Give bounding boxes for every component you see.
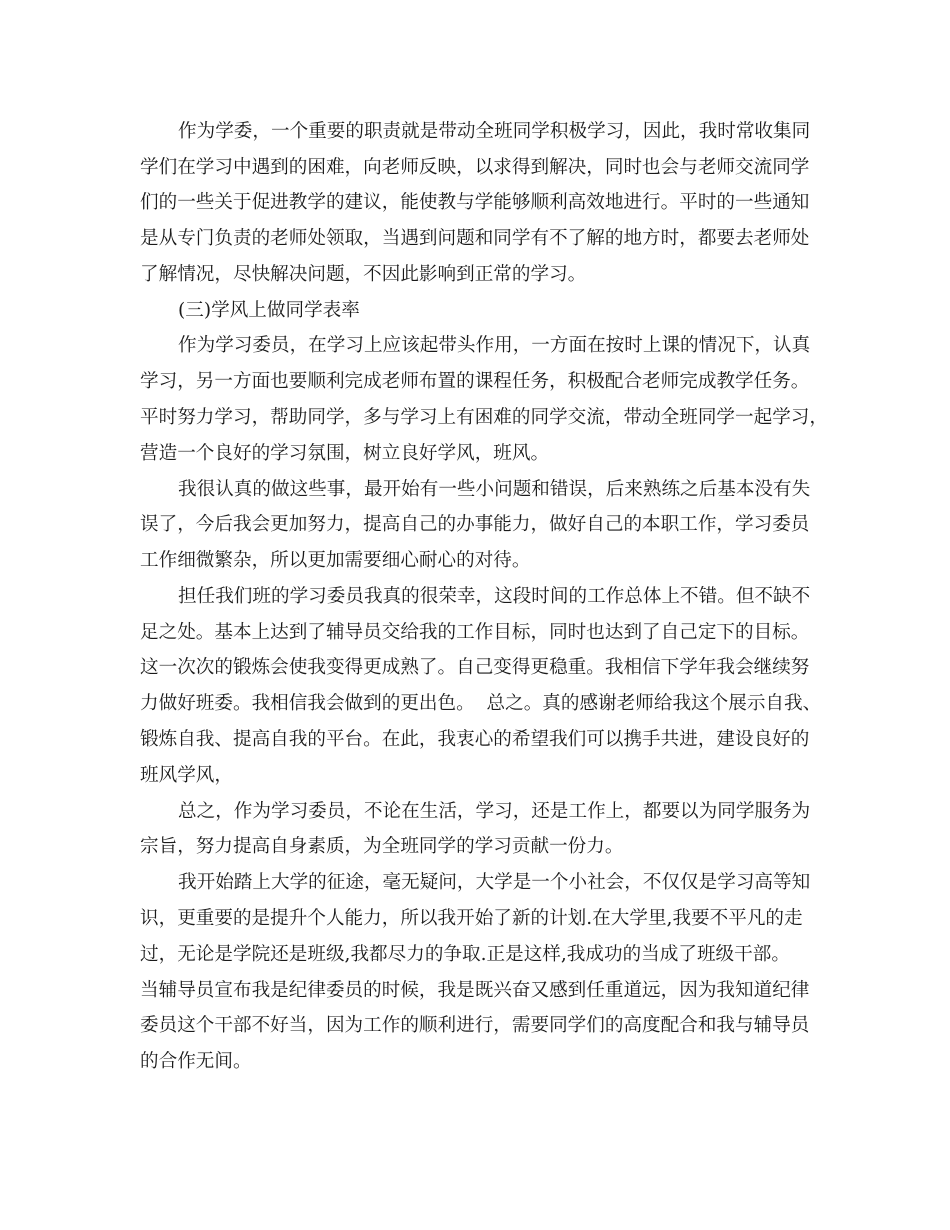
text-line: 作为学习委员，在学习上应该起带头作用，一方面在按时上课的情况下，认真: [178, 335, 811, 356]
text-line: 学习，另一方面也要顺利完成老师布置的课程任务，积极配合老师完成教学任务。: [140, 371, 810, 392]
text-line: 误了，今后我会更加努力，提高自己的办事能力，做好自己的本职工作，学习委员: [140, 514, 810, 535]
text-line: 作为学委，一个重要的职责就是带动全班同学积极学习，因此，我时常收集同: [178, 121, 811, 142]
text-line: 平时努力学习，帮助同学，多与学习上有困难的同学交流，带动全班同学一起学习，: [140, 407, 828, 428]
text-line: 我很认真的做这些事，最开始有一些小问题和错误，后来熟练之后基本没有失: [178, 479, 811, 500]
text-line: 锻炼自我、提高自我的平台。在此，我衷心的希望我们可以携手共进，建设良好的: [140, 729, 810, 750]
text-line: 担任我们班的学习委员我真的很荣幸，这段时间的工作总体上不错。但不缺不: [178, 586, 811, 607]
text-line: 当辅导员宣布我是纪律委员的时候，我是既兴奋又感到任重道远，因为我知道纪律: [140, 980, 810, 1001]
text-line: 工作细微繁杂，所以更加需要细心耐心的对待。: [140, 550, 531, 571]
text-line: 足之处。基本上达到了辅导员交给我的工作目标，同时也达到了自己定下的目标。: [140, 622, 810, 643]
text-line: 这一次次的锻炼会使我变得更成熟了。自己变得更稳重。我相信下学年我会继续努: [140, 657, 810, 678]
text-line: 班风学风，: [140, 765, 233, 786]
text-line: 的合作无间。: [140, 1051, 252, 1072]
text-line: 我开始踏上大学的征途，毫无疑问，大学是一个小社会，不仅仅是学习高等知: [178, 872, 811, 893]
text-line: 们的一些关于促进教学的建议，能使教与学能够顺利高效地进行。平时的一些通知: [140, 192, 810, 213]
text-line: 是从专门负责的老师处领取，当遇到问题和同学有不了解的地方时，都要去老师处: [140, 228, 810, 249]
text-line: 了解情况，尽快解决问题，不因此影响到正常的学习。: [140, 264, 587, 285]
text-line: 识，更重要的是提升个人能力，所以我开始了新的计划.在大学里,我要不平凡的走: [140, 908, 803, 929]
text-line: 委员这个干部不好当，因为工作的顺利进行，需要同学们的高度配合和我与辅导员: [140, 1015, 810, 1036]
text-line: 总之，作为学习委员，不论在生活，学习，还是工作上，都要以为同学服务为: [178, 801, 811, 822]
text-line: 力做好班委。我相信我会做到的更出色。 总之。真的感谢老师给我这个展示自我、: [140, 693, 822, 714]
section-heading: (三)学风上做同学表率: [178, 300, 360, 321]
text-line: 学们在学习中遇到的困难，向老师反映，以求得到解决，同时也会与老师交流同学: [140, 157, 810, 178]
text-line: 过，无论是学院还是班级,我都尽力的争取.正是这样,我成功的当成了班级干部。: [140, 944, 790, 965]
text-line: 宗旨，努力提高自身素质，为全班同学的学习贡献一份力。: [140, 836, 624, 857]
text-line: 营造一个良好的学习氛围，树立良好学风，班风。: [140, 443, 550, 464]
